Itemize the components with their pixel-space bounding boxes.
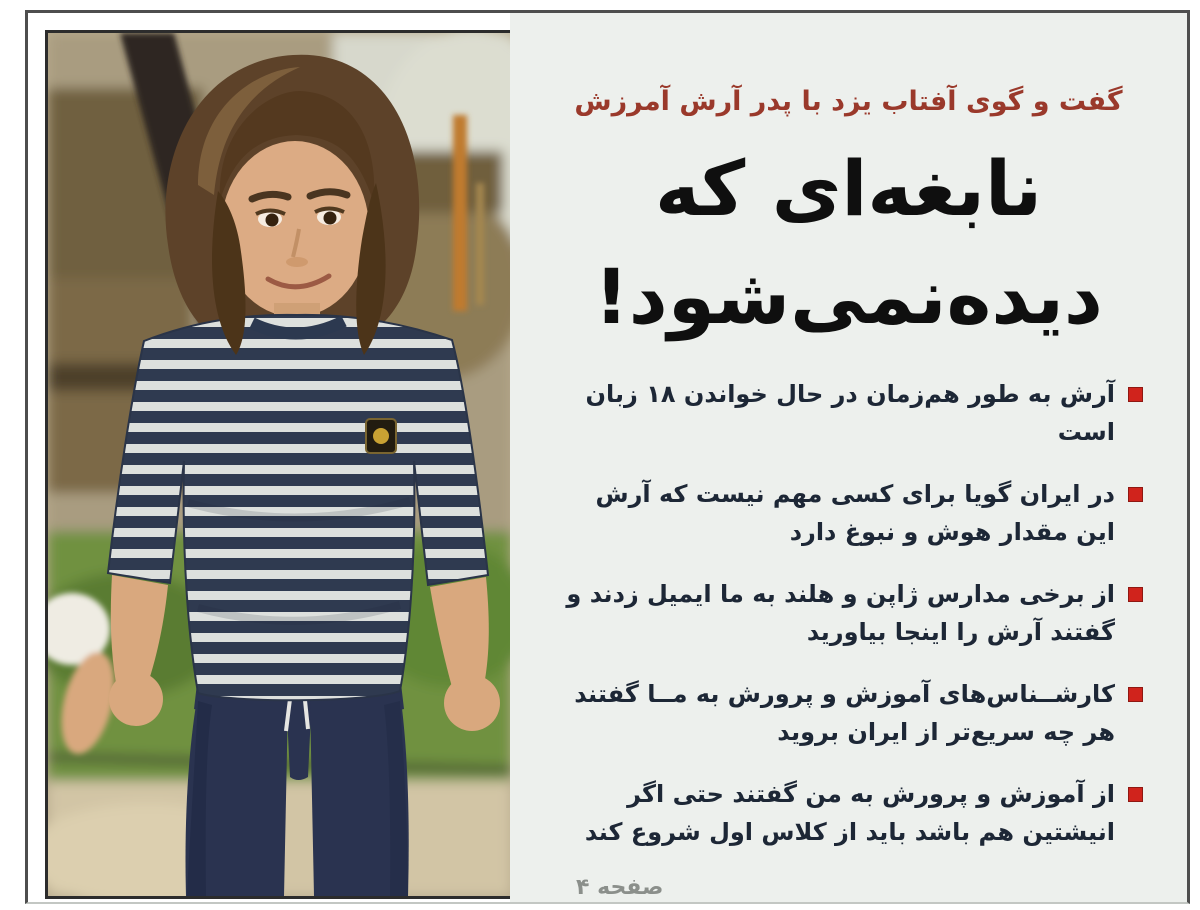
bullet-text: آرش به طور هم‌زمان در حال خواندن ۱۸ زبان است: [585, 379, 1115, 446]
bullet-item: [566, 775, 1143, 851]
bullet-item: [566, 375, 1143, 451]
bullet-square-icon: [1128, 687, 1143, 702]
bullet-square-icon: [1128, 387, 1143, 402]
bullet-text: در ایران گویا برای کسی مهم نیست که آرش این مقدار هوش و نبوغ دارد: [595, 479, 1115, 546]
page-reference: صفحه ۴: [576, 874, 664, 900]
child-photo: [48, 33, 511, 896]
bullet-square-icon: [1128, 787, 1143, 802]
bullet-square-icon: [1128, 587, 1143, 602]
bullet-square-icon: [1128, 487, 1143, 502]
kicker: گفت و گوی آفتاب یزد با پدر آرش آمرزش: [574, 86, 1123, 117]
headline-line1: نابغه‌ای که: [654, 144, 1043, 233]
bullet-item: [566, 675, 1143, 751]
photo-frame: [45, 30, 514, 899]
headline-line2: دیده‌نمی‌شود!: [594, 251, 1103, 341]
bullet-list: [510, 375, 1187, 851]
bullet-text: از آموزش و پرورش به من گفتند حتی اگر انیشتین هم باشد باید از کلاس اول شروع کند: [584, 779, 1115, 846]
bullet-item: [566, 475, 1143, 551]
article-box: [25, 10, 1190, 904]
bullet-text: از برخی مدارس ژاپن و هلند به ما ایمیل زدند و گفتند آرش را اینجا بیاورید: [566, 579, 1115, 646]
bullet-text: کارشــناس‌های آموزش و پرورش به مــا گفتند هر چه سریع‌تر از ایران بروید: [574, 679, 1115, 746]
headline: [510, 135, 1187, 351]
bullet-item: [566, 575, 1143, 651]
article-text-panel: [510, 13, 1187, 902]
